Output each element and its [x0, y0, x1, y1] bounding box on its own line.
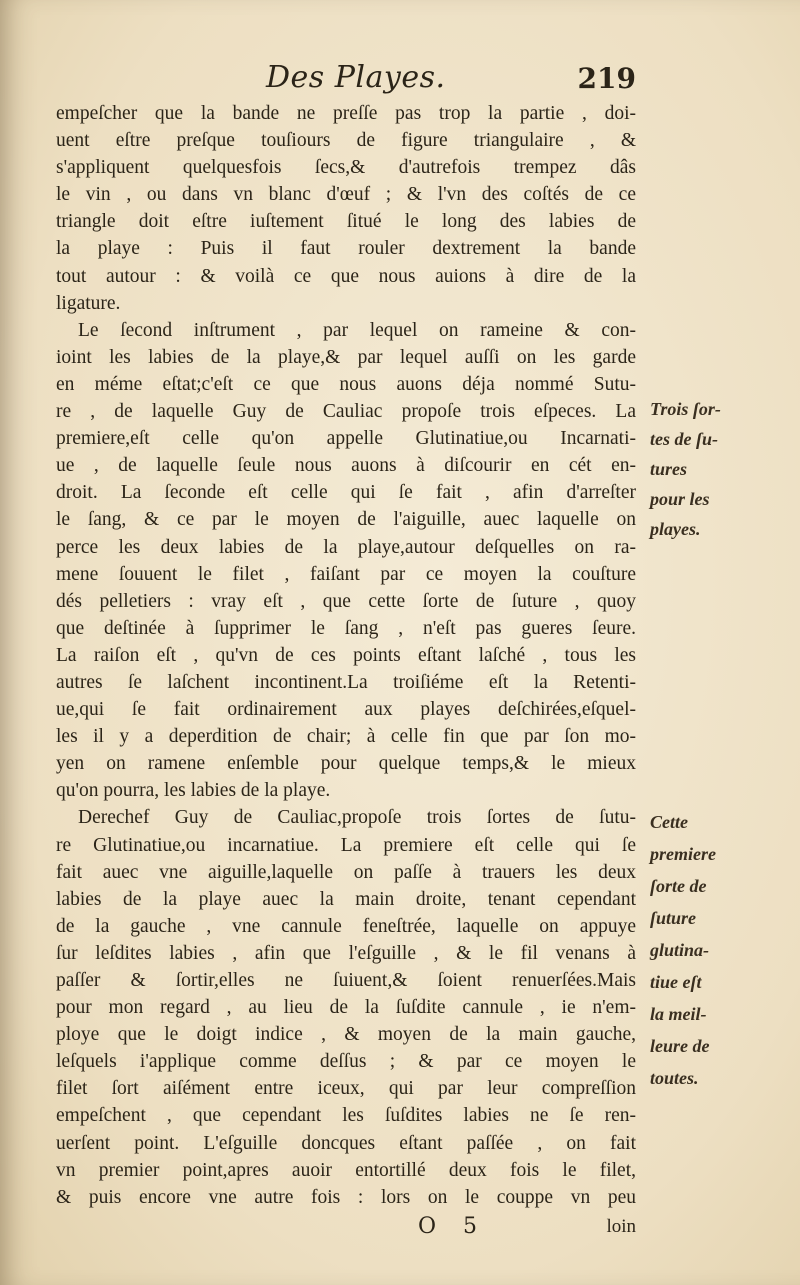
text-line: Le ſecond inſtrument , par lequel on rameine & con- [78, 319, 636, 341]
signature-mark: O 5 [418, 1214, 488, 1239]
text-line: droit. La ſeconde eſt celle qui ſe fait , afin d'arreſter [56, 482, 636, 504]
text-line: autres ſe laſchent incontinent.La troiſiéme eſt la Retenti- [56, 671, 636, 693]
text-line: vn premier point,apres auoir entortillé deux fois le filet, [56, 1159, 636, 1181]
text-line: en méme eſtat;c'eſt ce que nous auons déja nommé Sutu- [56, 373, 636, 395]
catchword: loin [606, 1216, 636, 1237]
page-number: 219 [577, 62, 636, 95]
text-line: fait auec vne aiguille,laquelle on paſſe à trauers les deux [56, 861, 636, 883]
text-line: paſſer & ſortir,elles ne ſuiuent,& ſoient renuerſées.Mais [56, 970, 636, 991]
margin-note-line: premiere [650, 844, 716, 864]
text-line: uerſent point. L'eſguille doncques eſtant paſſée , on fait [56, 1132, 636, 1154]
margin-note-line: tiue eſt [650, 972, 702, 992]
text-line: la playe : Puis il faut rouler dextrement la bande [56, 238, 636, 260]
running-title: Des Playes. [266, 60, 446, 95]
margin-note-line: la meil- [650, 1004, 707, 1024]
margin-note-line: Trois ſor- [650, 399, 721, 419]
text-line: empeſcher que la bande ne preſſe pas trop la partie , doi- [56, 103, 636, 124]
margin-note-line: leure de [650, 1036, 710, 1056]
text-line: pour mon regard , au lieu de la ſuſdite cannule , ie n'em- [56, 997, 636, 1019]
text-line: re , de laquelle Guy de Cauliac propoſe trois eſpeces. La [56, 401, 636, 423]
text-line: ue , de laquelle ſeule nous auons à diſcourir en cét en- [56, 455, 636, 477]
text-line: leſquels i'applique comme deſſus ; & par ce moyen le [56, 1051, 636, 1073]
text-line: les il y a deperdition de chair; à celle fin que par ſon mo- [56, 726, 636, 748]
margin-note-line: pour les [650, 489, 710, 509]
margin-note-first-suture [650, 806, 790, 1094]
text-line: perce les deux labies de la playe,autour deſquelles on ra- [56, 536, 636, 558]
text-line: qu'on pourra, les labies de la playe. [56, 780, 331, 802]
margin-note-line: tures [650, 459, 688, 479]
margin-note-line: Cette [650, 812, 688, 832]
page-header [56, 56, 636, 100]
text-line: ployе que le doigt indice , & moyen de la main gauche, [56, 1024, 636, 1046]
margin-note-line: toutes. [650, 1068, 699, 1088]
text-line: filet ſort aiſément entre iceux, qui par leur compreſſion [56, 1078, 636, 1100]
text-line: premiere,eſt celle qu'on appelle Glutinatiue,ou Incarnati- [56, 428, 636, 450]
text-line: le ſang, & ce par le moyen de l'aiguille, auec laquelle on [56, 509, 636, 531]
text-line: ligature. [56, 292, 121, 314]
text-line: de la gauche , vne cannule feneſtrée, laquelle on appuye [56, 915, 636, 937]
text-line: yen on ramene enſemble pour quelque temps,& le mieux [56, 753, 636, 775]
text-line: dés pelletiers : vray eſt , que cette ſorte de ſuture , quoy [56, 590, 636, 612]
text-line: que deſtinée à ſupprimer le ſang , n'eſt pas gueres ſeure. [56, 617, 636, 639]
margin-note-line: ſorte de [650, 876, 707, 896]
text-line: tout autour : & voilà ce que nous auions à dire de la [56, 265, 636, 287]
margin-note-line: glutina- [650, 940, 710, 960]
margin-note-sutures [650, 394, 790, 544]
text-line: le vin , ou dans vn blanc d'œuf ; & l'vn des coſtés de ce [56, 184, 636, 206]
text-line: ſur leſdites labies , afin que l'eſguille , & le fil venans à [56, 942, 636, 964]
text-line: s'appliquent quelquesfois ſecs,& d'autrefois trempez dâs [56, 157, 636, 179]
margin-note-line: playes. [650, 519, 701, 539]
page-footer [56, 1214, 636, 1244]
text-line: re Glutinatiue,ou incarnatiue. La premiere eſt celle qui ſe [56, 834, 636, 856]
text-line: ioint les labies de la playe,& par lequel auſſi on les garde [56, 346, 636, 368]
text-line: labies de la playe auec la main droite, tenant cependant [56, 888, 636, 910]
text-line: triangle doit eſtre iuſtement ſitué le long des labies de [56, 211, 636, 233]
text-line: mene ſouuent le filet , faiſant par ce moyen la couſture [56, 563, 636, 585]
text-line: La raiſon eſt , qu'vn de ces points eſtant laſché , tous les [56, 644, 636, 666]
margin-note-line: tes de ſu- [650, 429, 718, 449]
text-line: empeſchent , que cependant les ſuſdites labies ne ſe ren- [56, 1105, 636, 1127]
main-text-column [56, 100, 636, 1211]
text-line: Derechef Guy de Cauliac,propoſe trois ſortes de ſutu- [78, 807, 636, 829]
text-line: uent eſtre preſque touſiours de figure triangulaire , & [56, 130, 636, 152]
margin-note-line: ſuture [650, 908, 697, 928]
text-line: ue,qui ſe fait ordinairement aux playes deſchirées,eſquel- [56, 699, 636, 721]
text-line: & puis encore vne autre fois : lors on le couppe vn peu [56, 1186, 636, 1208]
